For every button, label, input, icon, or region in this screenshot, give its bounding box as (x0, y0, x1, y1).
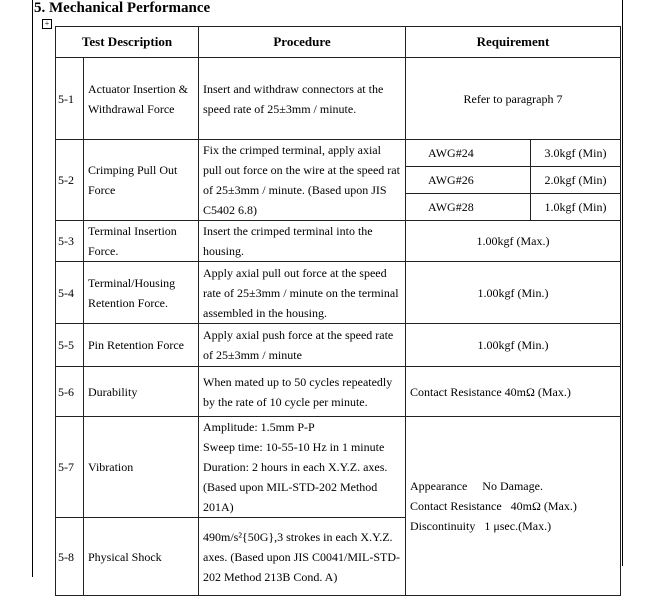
row-requirement: 1.00kgf (Min.) (406, 324, 621, 367)
row-procedure: Apply axial pull out force at the speed rate of 25±3mm / minute on the terminal assembled in the housing. (199, 262, 406, 324)
table-row (56, 221, 621, 262)
awg-requirement-table (406, 140, 620, 220)
table-header-row (56, 27, 621, 58)
row-description: Durability (84, 367, 199, 417)
row-procedure: Insert and withdraw connectors at the speed rate of 25±3mm / minute. (199, 58, 406, 140)
row-procedure: Apply axial push force at the speed rate of 25±3mm / minute (199, 324, 406, 367)
page-edge (622, 0, 623, 566)
row-requirement: Refer to paragraph 7 (406, 58, 621, 140)
requirement-line: Appearance No Damage. (410, 479, 543, 493)
header-test-description: Test Description (56, 27, 199, 58)
requirement-line: Discontinuity 1 μsec.(Max.) (410, 519, 552, 533)
row-requirement: Contact Resistance 40mΩ (Max.) (406, 367, 621, 417)
row-description: Vibration (84, 417, 199, 518)
row-procedure (199, 417, 406, 518)
row-description: Physical Shock (84, 518, 199, 596)
row-id: 5-4 (56, 262, 84, 324)
awg-force: 2.0kgf (Min) (531, 167, 621, 194)
table-row (56, 140, 621, 221)
awg-size: AWG#24 (406, 140, 531, 167)
row-id: 5-3 (56, 221, 84, 262)
row-description: Terminal Insertion Force. (84, 221, 199, 262)
row-procedure: Fix the crimped terminal, apply axial pull out force on the wire at the speed rat of 25±3mm / minute. (Based upon JIS C5402 6.8) (199, 140, 406, 221)
procedure-line: Duration: 2 hours in each X.Y.Z. axes. (203, 460, 388, 474)
table-move-handle-icon[interactable]: + (42, 19, 52, 29)
mechanical-performance-table (55, 26, 621, 596)
procedure-line: (Based upon MIL-STD-202 Method 201A) (203, 480, 378, 514)
header-procedure: Procedure (199, 27, 406, 58)
row-description: Terminal/Housing Retention Force. (84, 262, 199, 324)
row-procedure: When mated up to 50 cycles repeatedly by the rate of 10 cycle per minute. (199, 367, 406, 417)
awg-size: AWG#26 (406, 167, 531, 194)
row-id: 5-1 (56, 58, 84, 140)
procedure-line: Sweep time: 10-55-10 Hz in 1 minute (203, 440, 385, 454)
row-description: Pin Retention Force (84, 324, 199, 367)
page-edge (32, 0, 33, 577)
row-requirement (406, 140, 621, 221)
row-id: 5-6 (56, 367, 84, 417)
row-procedure: 490m/s²{50G},3 strokes in each X.Y.Z. axes. (Based upon JIS C0041/MIL-STD-202 Method 213B Cond. A) (199, 518, 406, 596)
requirement-line: Contact Resistance 40mΩ (Max.) (410, 499, 577, 513)
awg-force: 3.0kgf (Min) (531, 140, 621, 167)
awg-size: AWG#28 (428, 200, 474, 214)
row-requirement: 1.00kgf (Min.) (406, 262, 621, 324)
section-title: 5. Mechanical Performance (34, 0, 211, 16)
row-description: Actuator Insertion & Withdrawal Force (84, 58, 199, 140)
header-requirement: Requirement (406, 27, 621, 58)
table-row (56, 58, 621, 140)
row-id: 5-5 (56, 324, 84, 367)
awg-force: 1.0kgf (Min) (531, 194, 621, 221)
row-id: 5-2 (56, 140, 84, 221)
row-id: 5-8 (56, 518, 84, 596)
row-description: Crimping Pull Out Force (84, 140, 199, 221)
table-row (56, 262, 621, 324)
shared-requirement (406, 417, 621, 596)
row-requirement: 1.00kgf (Max.) (406, 221, 621, 262)
row-id: 5-7 (56, 417, 84, 518)
table-row (56, 417, 621, 518)
row-procedure: Insert the crimped terminal into the housing. (199, 221, 406, 262)
procedure-line: Amplitude: 1.5mm P-P (203, 420, 315, 434)
table-row (56, 367, 621, 417)
table-row (56, 324, 621, 367)
